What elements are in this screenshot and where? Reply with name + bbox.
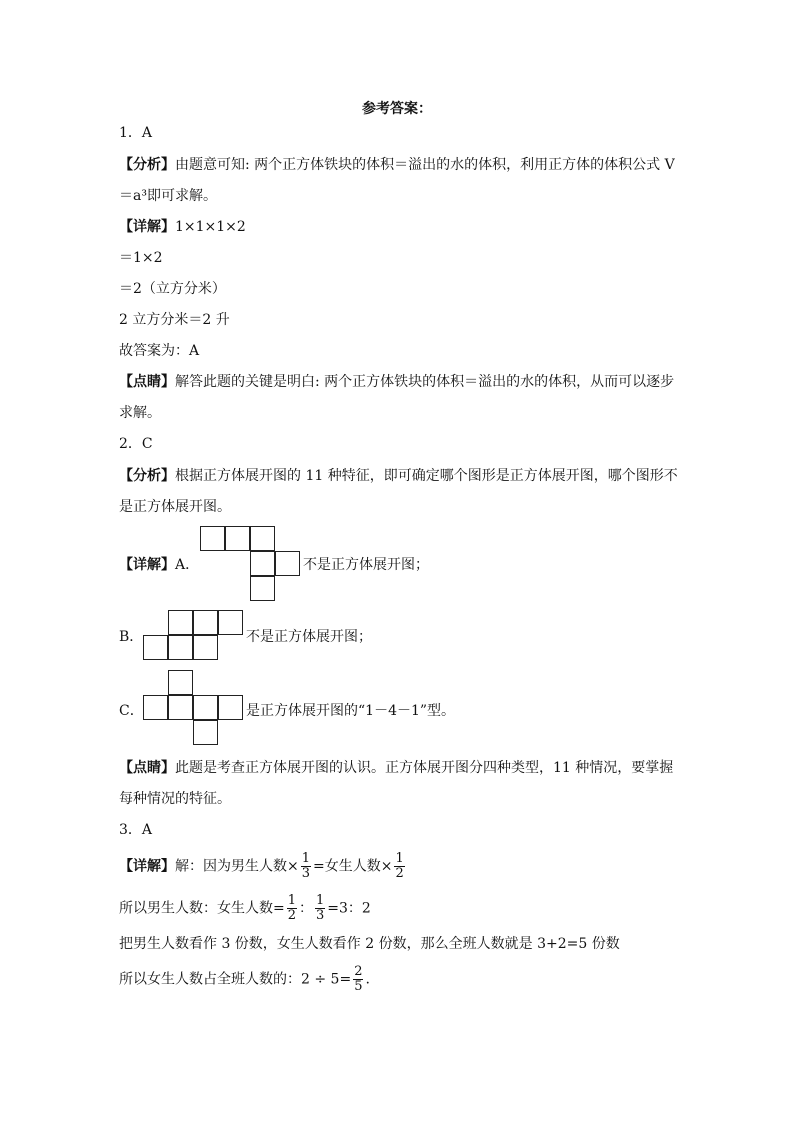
fraction-one-third: $\frac{1}{3}$	[316, 893, 325, 923]
q3-detail-line2	[119, 894, 371, 923]
q1-analysis-cont: ＝a³即可求解。	[119, 188, 217, 204]
fraction-two-fifths: $\frac{2}{5}$	[354, 964, 363, 994]
q3-line4-end: .	[365, 971, 370, 988]
fraction-one-half: $\frac{1}{2}$	[395, 851, 404, 881]
q1-comment	[119, 372, 674, 392]
q1-comment-cont: 求解。	[119, 405, 161, 421]
q2-detail-a	[119, 555, 199, 575]
option-a-label: A．	[175, 557, 200, 573]
q1-number: 1．A	[119, 125, 153, 141]
q3-detail-line3: 把男生人数看作 3 份数，女生人数看作 2 份数，那么全班人数就是 3+2=5 份数	[119, 936, 620, 952]
q3-line2-b: =3：2	[327, 900, 371, 917]
option-c-text: 是正方体展开图的“1－4－1”型。	[246, 703, 456, 719]
q2-comment-cont: 每种情况的特征。	[119, 791, 231, 807]
q3-line4-b: 2 ÷ 5=	[301, 971, 352, 988]
q1-analysis-text: 由题意可知: 两个正方体铁块的体积＝溢出的水的体积，利用正方体的体积公式 V	[175, 157, 675, 173]
q1-detail-text: 1×1×1×2	[175, 219, 246, 235]
option-c-label: C．	[119, 703, 144, 719]
detail-tag: 【详解】	[119, 858, 175, 875]
q1-comment-text: 解答此题的关键是明白: 两个正方体铁块的体积＝溢出的水的体积，从而可以逐步	[175, 374, 675, 390]
q2-comment-text: 此题是考查正方体展开图的认识。正方体展开图分四种类型，11 种情况，要掌握	[175, 760, 674, 776]
q3-line2-colon: ：	[299, 900, 314, 917]
q1-analysis	[119, 155, 675, 175]
q3-line1-a: 解：因为男生人数×	[175, 858, 299, 875]
analysis-tag: 【分析】	[119, 157, 175, 173]
q3-line2-a: 所以男生人数：女生人数=	[119, 900, 285, 917]
fraction-one-half: $\frac{1}{2}$	[287, 893, 297, 923]
detail-tag: 【详解】	[119, 557, 175, 573]
fraction-one-third: $\frac{1}{3}$	[301, 851, 311, 881]
option-a-text: 不是正方体展开图；	[303, 557, 429, 573]
q3-detail-line1	[119, 852, 407, 881]
detail-tag: 【详解】	[119, 219, 175, 235]
option-b-label: B．	[119, 629, 144, 645]
q1-detail-step4: 2 立方分米＝2 升	[119, 312, 230, 328]
q1-detail	[119, 217, 246, 237]
q3-number: 3．A	[119, 822, 153, 838]
comment-tag: 【点睛】	[119, 760, 175, 776]
comment-tag: 【点睛】	[119, 374, 175, 390]
q2-analysis	[119, 466, 678, 486]
option-b-text: 不是正方体展开图；	[246, 629, 372, 645]
q1-detail-step3: ＝2（立方分米）	[119, 281, 226, 297]
q2-analysis-text: 根据正方体展开图的 11 种特征，即可确定哪个图形是正方体展开图，哪个图形不	[175, 468, 678, 484]
q3-detail-line4	[119, 965, 370, 994]
q1-answer: 故答案为：A	[119, 343, 200, 359]
q1-detail-step2: ＝1×2	[119, 250, 163, 266]
q2-number: 2．C	[119, 436, 153, 452]
q3-line4-a: 所以女生人数占全班人数的：	[119, 971, 301, 988]
q2-comment	[119, 758, 673, 778]
page-title: 参考答案：	[362, 101, 432, 117]
q3-line1-b: =女生人数×	[313, 858, 393, 875]
q2-analysis-cont: 是正方体展开图。	[119, 499, 231, 515]
analysis-tag: 【分析】	[119, 468, 175, 484]
